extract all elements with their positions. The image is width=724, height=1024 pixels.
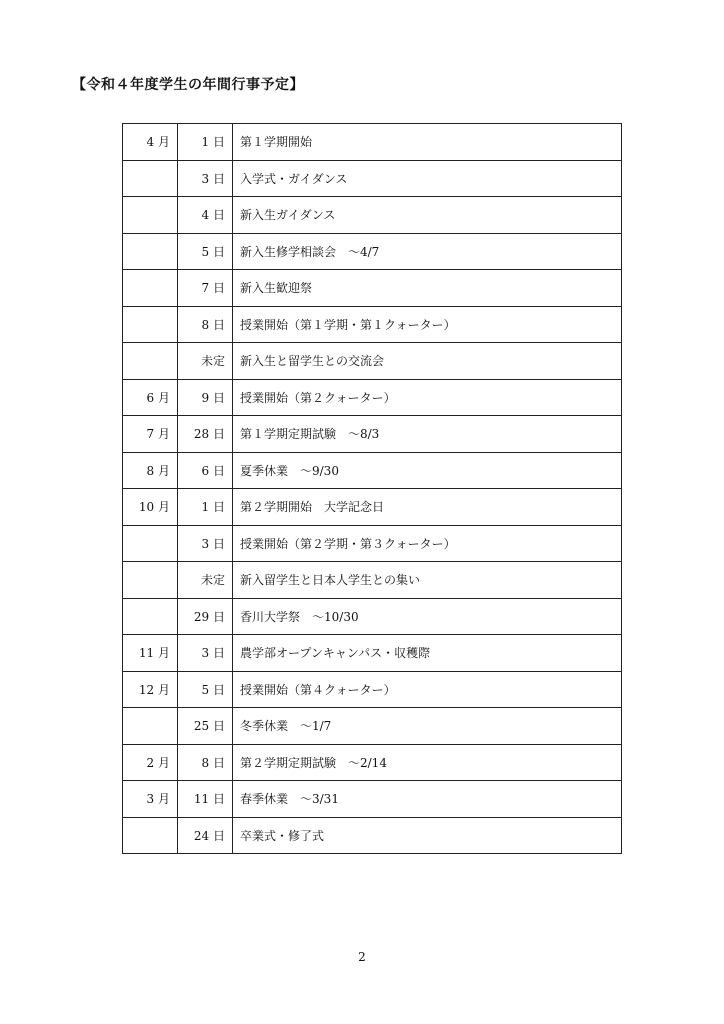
month-cell [123,817,178,854]
event-cell: 農学部オープンキャンパス・収穫際 [233,635,622,672]
table-row [123,525,622,562]
day-cell: 未定 [178,343,233,380]
month-cell [123,708,178,745]
event-cell: 入学式・ガイダンス [233,160,622,197]
schedule-table [122,123,622,854]
table-row [123,124,622,161]
table-row [123,379,622,416]
table-row [123,635,622,672]
month-cell: 12 月 [123,671,178,708]
event-cell: 卒業式・修了式 [233,817,622,854]
day-cell: 5 日 [178,671,233,708]
month-cell [123,343,178,380]
schedule-body [123,124,622,854]
month-cell: 11 月 [123,635,178,672]
table-row [123,817,622,854]
table-row [123,489,622,526]
table-row [123,671,622,708]
day-cell: 11 日 [178,781,233,818]
day-cell: 24 日 [178,817,233,854]
event-cell: 香川大学祭 ～10/30 [233,598,622,635]
month-cell: 3 月 [123,781,178,818]
month-cell [123,197,178,234]
table-row [123,452,622,489]
event-cell: 第１学期開始 [233,124,622,161]
day-cell: 9 日 [178,379,233,416]
event-cell: 第２学期定期試験 ～2/14 [233,744,622,781]
day-cell: 未定 [178,562,233,599]
table-row [123,562,622,599]
month-cell [123,525,178,562]
table-row [123,598,622,635]
table-row [123,197,622,234]
table-row [123,708,622,745]
month-cell [123,233,178,270]
table-row [123,160,622,197]
event-cell: 授業開始（第２クォーター） [233,379,622,416]
table-row [123,744,622,781]
table-row [123,270,622,307]
month-cell: 6 月 [123,379,178,416]
event-cell: 新入生修学相談会 ～4/7 [233,233,622,270]
page-title: 【令和４年度学生の年間行事予定】 [72,77,304,93]
month-cell [123,270,178,307]
day-cell: 3 日 [178,160,233,197]
month-cell: 7 月 [123,416,178,453]
day-cell: 5 日 [178,233,233,270]
event-cell: 第２学期開始 大学記念日 [233,489,622,526]
day-cell: 1 日 [178,124,233,161]
day-cell: 3 日 [178,525,233,562]
month-cell: 10 月 [123,489,178,526]
day-cell: 8 日 [178,306,233,343]
event-cell: 冬季休業 ～1/7 [233,708,622,745]
event-cell: 授業開始（第１学期・第１クォーター） [233,306,622,343]
day-cell: 28 日 [178,416,233,453]
day-cell: 25 日 [178,708,233,745]
month-cell [123,306,178,343]
day-cell: 8 日 [178,744,233,781]
day-cell: 1 日 [178,489,233,526]
table-row [123,416,622,453]
event-cell: 夏季休業 ～9/30 [233,452,622,489]
day-cell: 3 日 [178,635,233,672]
table-row [123,306,622,343]
event-cell: 授業開始（第４クォーター） [233,671,622,708]
day-cell: 4 日 [178,197,233,234]
month-cell [123,562,178,599]
day-cell: 29 日 [178,598,233,635]
day-cell: 6 日 [178,452,233,489]
month-cell: 4 月 [123,124,178,161]
month-cell [123,160,178,197]
month-cell: 8 月 [123,452,178,489]
month-cell [123,598,178,635]
event-cell: 授業開始（第２学期・第３クォーター） [233,525,622,562]
table-row [123,233,622,270]
event-cell: 新入留学生と日本人学生との集い [233,562,622,599]
event-cell: 新入生と留学生との交流会 [233,343,622,380]
table-row [123,781,622,818]
month-cell: 2 月 [123,744,178,781]
event-cell: 新入生ガイダンス [233,197,622,234]
event-cell: 新入生歓迎祭 [233,270,622,307]
table-row [123,343,622,380]
page-number: 2 [358,950,366,964]
event-cell: 春季休業 ～3/31 [233,781,622,818]
day-cell: 7 日 [178,270,233,307]
event-cell: 第１学期定期試験 ～8/3 [233,416,622,453]
